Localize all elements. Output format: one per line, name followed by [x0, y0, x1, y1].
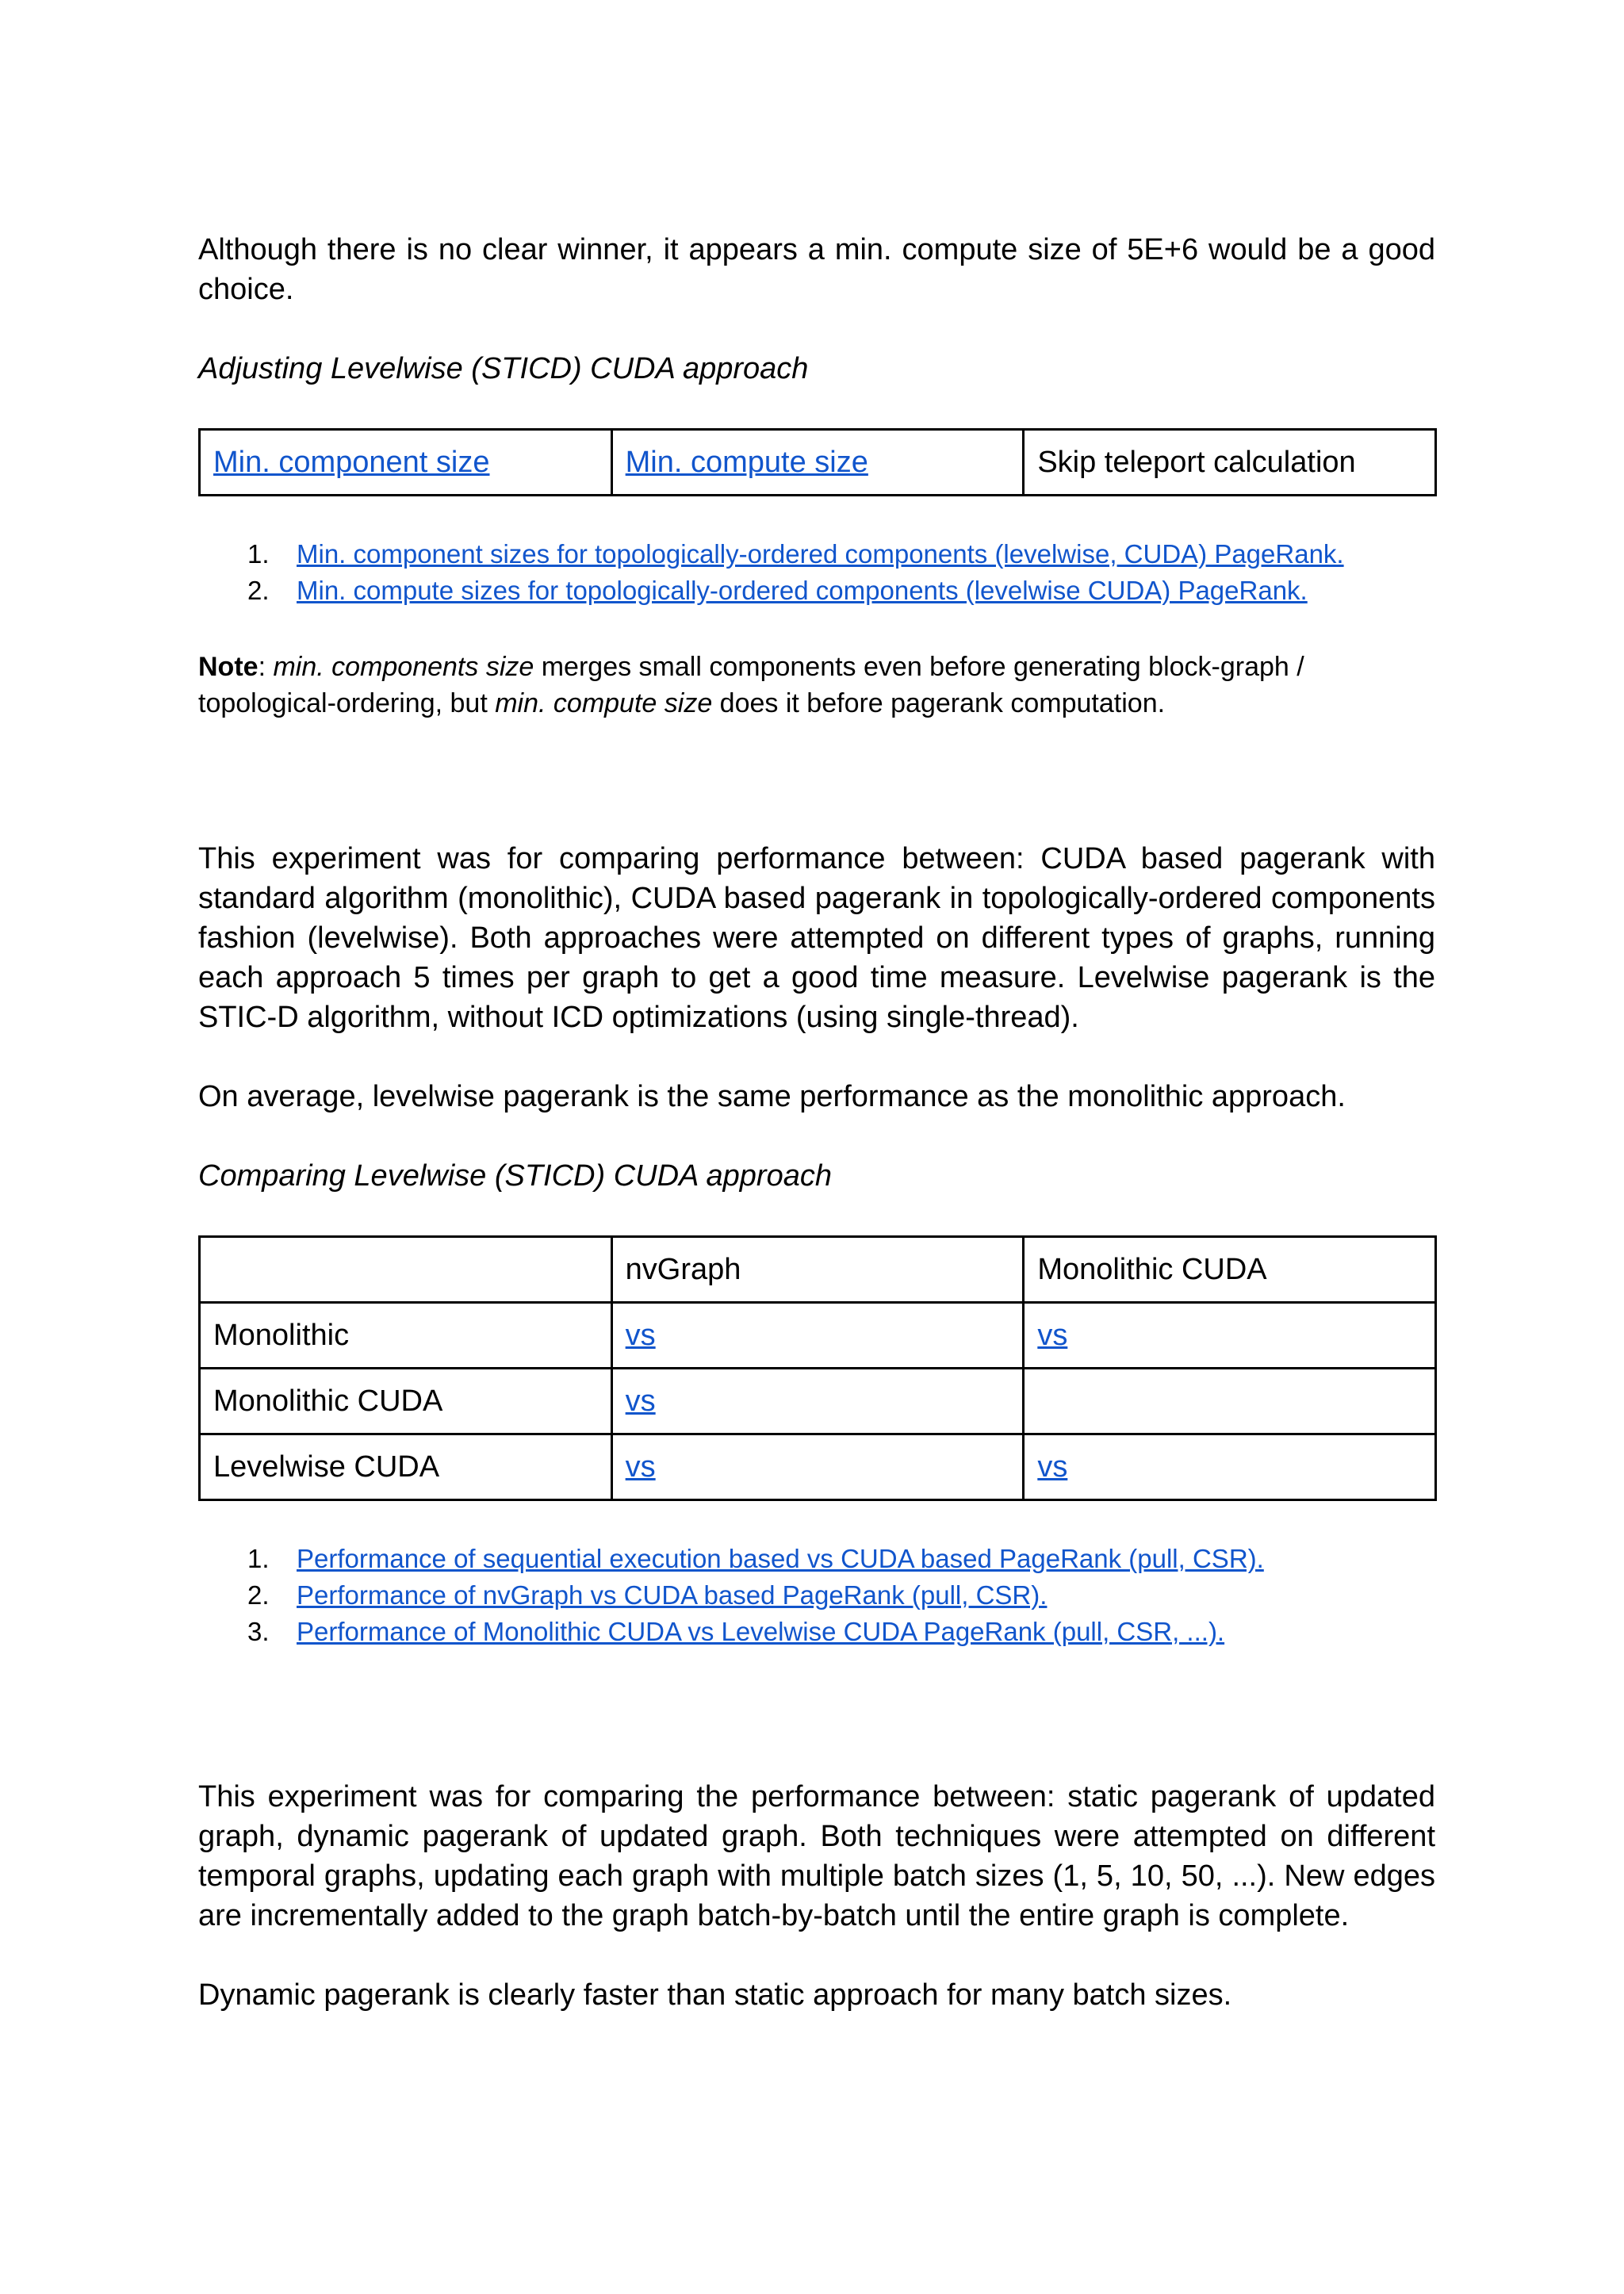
spacer: [198, 1501, 1435, 1541]
min-component-size-link[interactable]: Min. component size: [213, 446, 490, 479]
vs-link[interactable]: vs: [625, 1384, 656, 1418]
spacer: [198, 1936, 1435, 1975]
table-row: [200, 1434, 1436, 1500]
table-header-cell: [200, 1237, 612, 1303]
adjusting-heading: Adjusting Levelwise (STICD) CUDA approach: [198, 352, 809, 385]
comparing-links-list: [198, 1541, 1435, 1650]
spacer: [198, 389, 1435, 428]
skip-teleport-label: Skip teleport calculation: [1037, 446, 1356, 479]
intro-paragraph: Although there is no clear winner, it appears a min. compute size of 5E+6 would be a good choice.: [198, 233, 1435, 306]
row-label: Monolithic CUDA: [200, 1369, 612, 1434]
document-page: [198, 230, 1435, 2015]
monolithic-vs-levelwise-link[interactable]: Performance of Monolithic CUDA vs Levelwise CUDA PageRank (pull, CSR, ...).: [297, 1617, 1225, 1646]
dynamic-summary: Dynamic pagerank is clearly faster than static approach for many batch sizes.: [198, 1978, 1232, 2012]
table-header-cell: Monolithic CUDA: [1024, 1237, 1436, 1303]
note-term-components: min. components size: [273, 652, 534, 682]
list-number: 1.: [247, 539, 270, 569]
table-row: [200, 1303, 1436, 1369]
table-cell: [611, 1369, 1024, 1434]
table-header-cell: nvGraph: [611, 1237, 1024, 1303]
spacer: [198, 1196, 1435, 1235]
table-cell: [1024, 1303, 1436, 1369]
comparing-table: [198, 1235, 1437, 1501]
sequential-vs-cuda-link[interactable]: Performance of sequential execution based vs CUDA based PageRank (pull, CSR).: [297, 1544, 1264, 1573]
vs-link[interactable]: vs: [625, 1319, 656, 1352]
comparing-heading: Comparing Levelwise (STICD) CUDA approach: [198, 1159, 832, 1193]
spacer: [198, 1037, 1435, 1077]
note-label: Note: [198, 652, 259, 682]
min-component-sizes-link[interactable]: Min. component sizes for topologically-ordered components (levelwise, CUDA) PageRank.: [297, 539, 1344, 569]
row-label: Levelwise CUDA: [200, 1434, 612, 1500]
table-cell: [200, 430, 612, 496]
list-item: [198, 536, 1435, 573]
spacer: [198, 722, 1435, 839]
adjusting-table: [198, 428, 1437, 496]
comparing-paragraph: This experiment was for comparing performance between: CUDA based pagerank with standard algorithm (monolithic), CUDA based pagerank in topologically-ordered components fashion (levelwise). Both approaches were attempted on different types of graphs, running each approach 5 times per graph to get a good time measure. Levelwise pagerank is the STIC-D algorithm, without ICD optimizations (using single-thread).: [198, 842, 1435, 1034]
list-number: 1.: [247, 1544, 270, 1573]
comparing-summary: On average, levelwise pagerank is the same performance as the monolithic approach.: [198, 1080, 1346, 1113]
table-cell: [611, 1434, 1024, 1500]
list-number: 3.: [247, 1617, 270, 1646]
note-paragraph: [198, 649, 1435, 722]
note-term-compute: min. compute size: [495, 688, 713, 718]
table-cell: [1024, 1369, 1436, 1434]
nvgraph-vs-cuda-link[interactable]: Performance of nvGraph vs CUDA based PageRank (pull, CSR).: [297, 1580, 1048, 1610]
adjusting-links-list: [198, 536, 1435, 609]
list-item: [198, 1541, 1435, 1577]
vs-link[interactable]: vs: [1037, 1319, 1068, 1352]
list-number: 2.: [247, 576, 270, 605]
table-cell: [611, 1303, 1024, 1369]
spacer: [198, 1116, 1435, 1156]
spacer: [198, 1650, 1435, 1777]
table-cell: [611, 430, 1024, 496]
list-number: 2.: [247, 1580, 270, 1610]
note-colon: :: [258, 652, 274, 682]
spacer: [198, 609, 1435, 649]
vs-link[interactable]: vs: [1037, 1450, 1068, 1484]
row-label: Monolithic: [200, 1303, 612, 1369]
vs-link[interactable]: vs: [625, 1450, 656, 1484]
list-item: [198, 1614, 1435, 1650]
list-item: [198, 1577, 1435, 1614]
min-compute-size-link[interactable]: Min. compute size: [625, 446, 868, 479]
table-row: [200, 430, 1436, 496]
list-item: [198, 573, 1435, 609]
note-text-1: merges small components even before generating block-graph / topological-ordering, but: [198, 652, 1304, 718]
note-text-2: does it before pagerank computation.: [712, 688, 1166, 718]
table-cell: [1024, 1434, 1436, 1500]
min-compute-sizes-link[interactable]: Min. compute sizes for topologically-ordered components (levelwise CUDA) PageRank.: [297, 576, 1308, 605]
table-row: [200, 1369, 1436, 1434]
table-header-row: [200, 1237, 1436, 1303]
spacer: [198, 309, 1435, 349]
spacer: [198, 496, 1435, 536]
dynamic-paragraph: This experiment was for comparing the performance between: static pagerank of updated graph, dynamic pagerank of updated graph. Both techniques were attempted on different temporal graphs, updating each graph with multiple batch sizes (1, 5, 10, 50, ...). New edges are incrementally added to the graph batch-by-batch until the entire graph is complete.: [198, 1780, 1435, 1932]
table-cell: [1024, 430, 1436, 496]
